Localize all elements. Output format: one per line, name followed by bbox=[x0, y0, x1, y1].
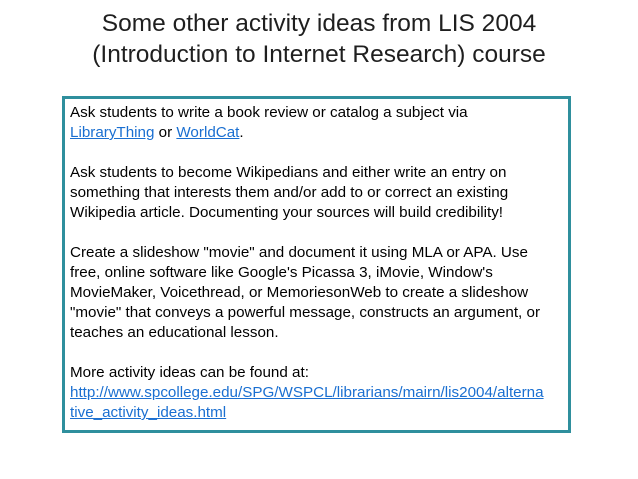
p3-line-1: Create a slideshow "movie" and document it using MLA or APA. Use bbox=[70, 244, 528, 261]
paragraph-more-ideas bbox=[70, 363, 568, 423]
p4-line-1: More activity ideas can be found at: bbox=[70, 364, 309, 381]
p3-line-4: "movie" that conveys a powerful message, constructs an argument, or bbox=[70, 304, 541, 321]
paragraph-wikipedians bbox=[70, 163, 568, 223]
p3-line-5: teaches an educational lesson. bbox=[70, 324, 279, 341]
p2-line-3: Wikipedia article. Documenting your sources will build credibility! bbox=[70, 204, 504, 221]
p2-line-2: something that interests them and/or add to or correct an existing bbox=[70, 184, 509, 201]
librarything-link[interactable]: LibraryThing bbox=[70, 124, 155, 141]
slide-title bbox=[0, 8, 638, 70]
worldcat-link[interactable]: WorldCat bbox=[176, 124, 240, 141]
activity-ideas-box bbox=[62, 96, 571, 433]
p1-period: . bbox=[239, 124, 244, 141]
title-line-2: (Introduction to Internet Research) course bbox=[92, 41, 546, 68]
activity-ideas-url-link-part-1[interactable]: http://www.spcollege.edu/SPG/WSPCL/librarians/mairn/lis2004/alterna bbox=[70, 384, 544, 401]
p3-line-2: free, online software like Google's Picassa 3, iMovie, Window's bbox=[70, 264, 493, 281]
title-line-1: Some other activity ideas from LIS 2004 bbox=[101, 10, 537, 37]
p1-or-text: or bbox=[154, 124, 177, 141]
p1-line-2 bbox=[70, 123, 568, 143]
activity-ideas-url-link-part-2[interactable]: tive_activity_ideas.html bbox=[70, 404, 227, 421]
p3-line-3: MovieMaker, Voicethread, or MemoriesonWeb to create a slideshow bbox=[70, 284, 529, 301]
paragraph-book-review bbox=[70, 103, 568, 143]
paragraph-slideshow bbox=[70, 243, 568, 343]
p2-line-1: Ask students to become Wikipedians and either write an entry on bbox=[70, 164, 507, 181]
p1-line-1: Ask students to write a book review or catalog a subject via bbox=[70, 104, 468, 121]
